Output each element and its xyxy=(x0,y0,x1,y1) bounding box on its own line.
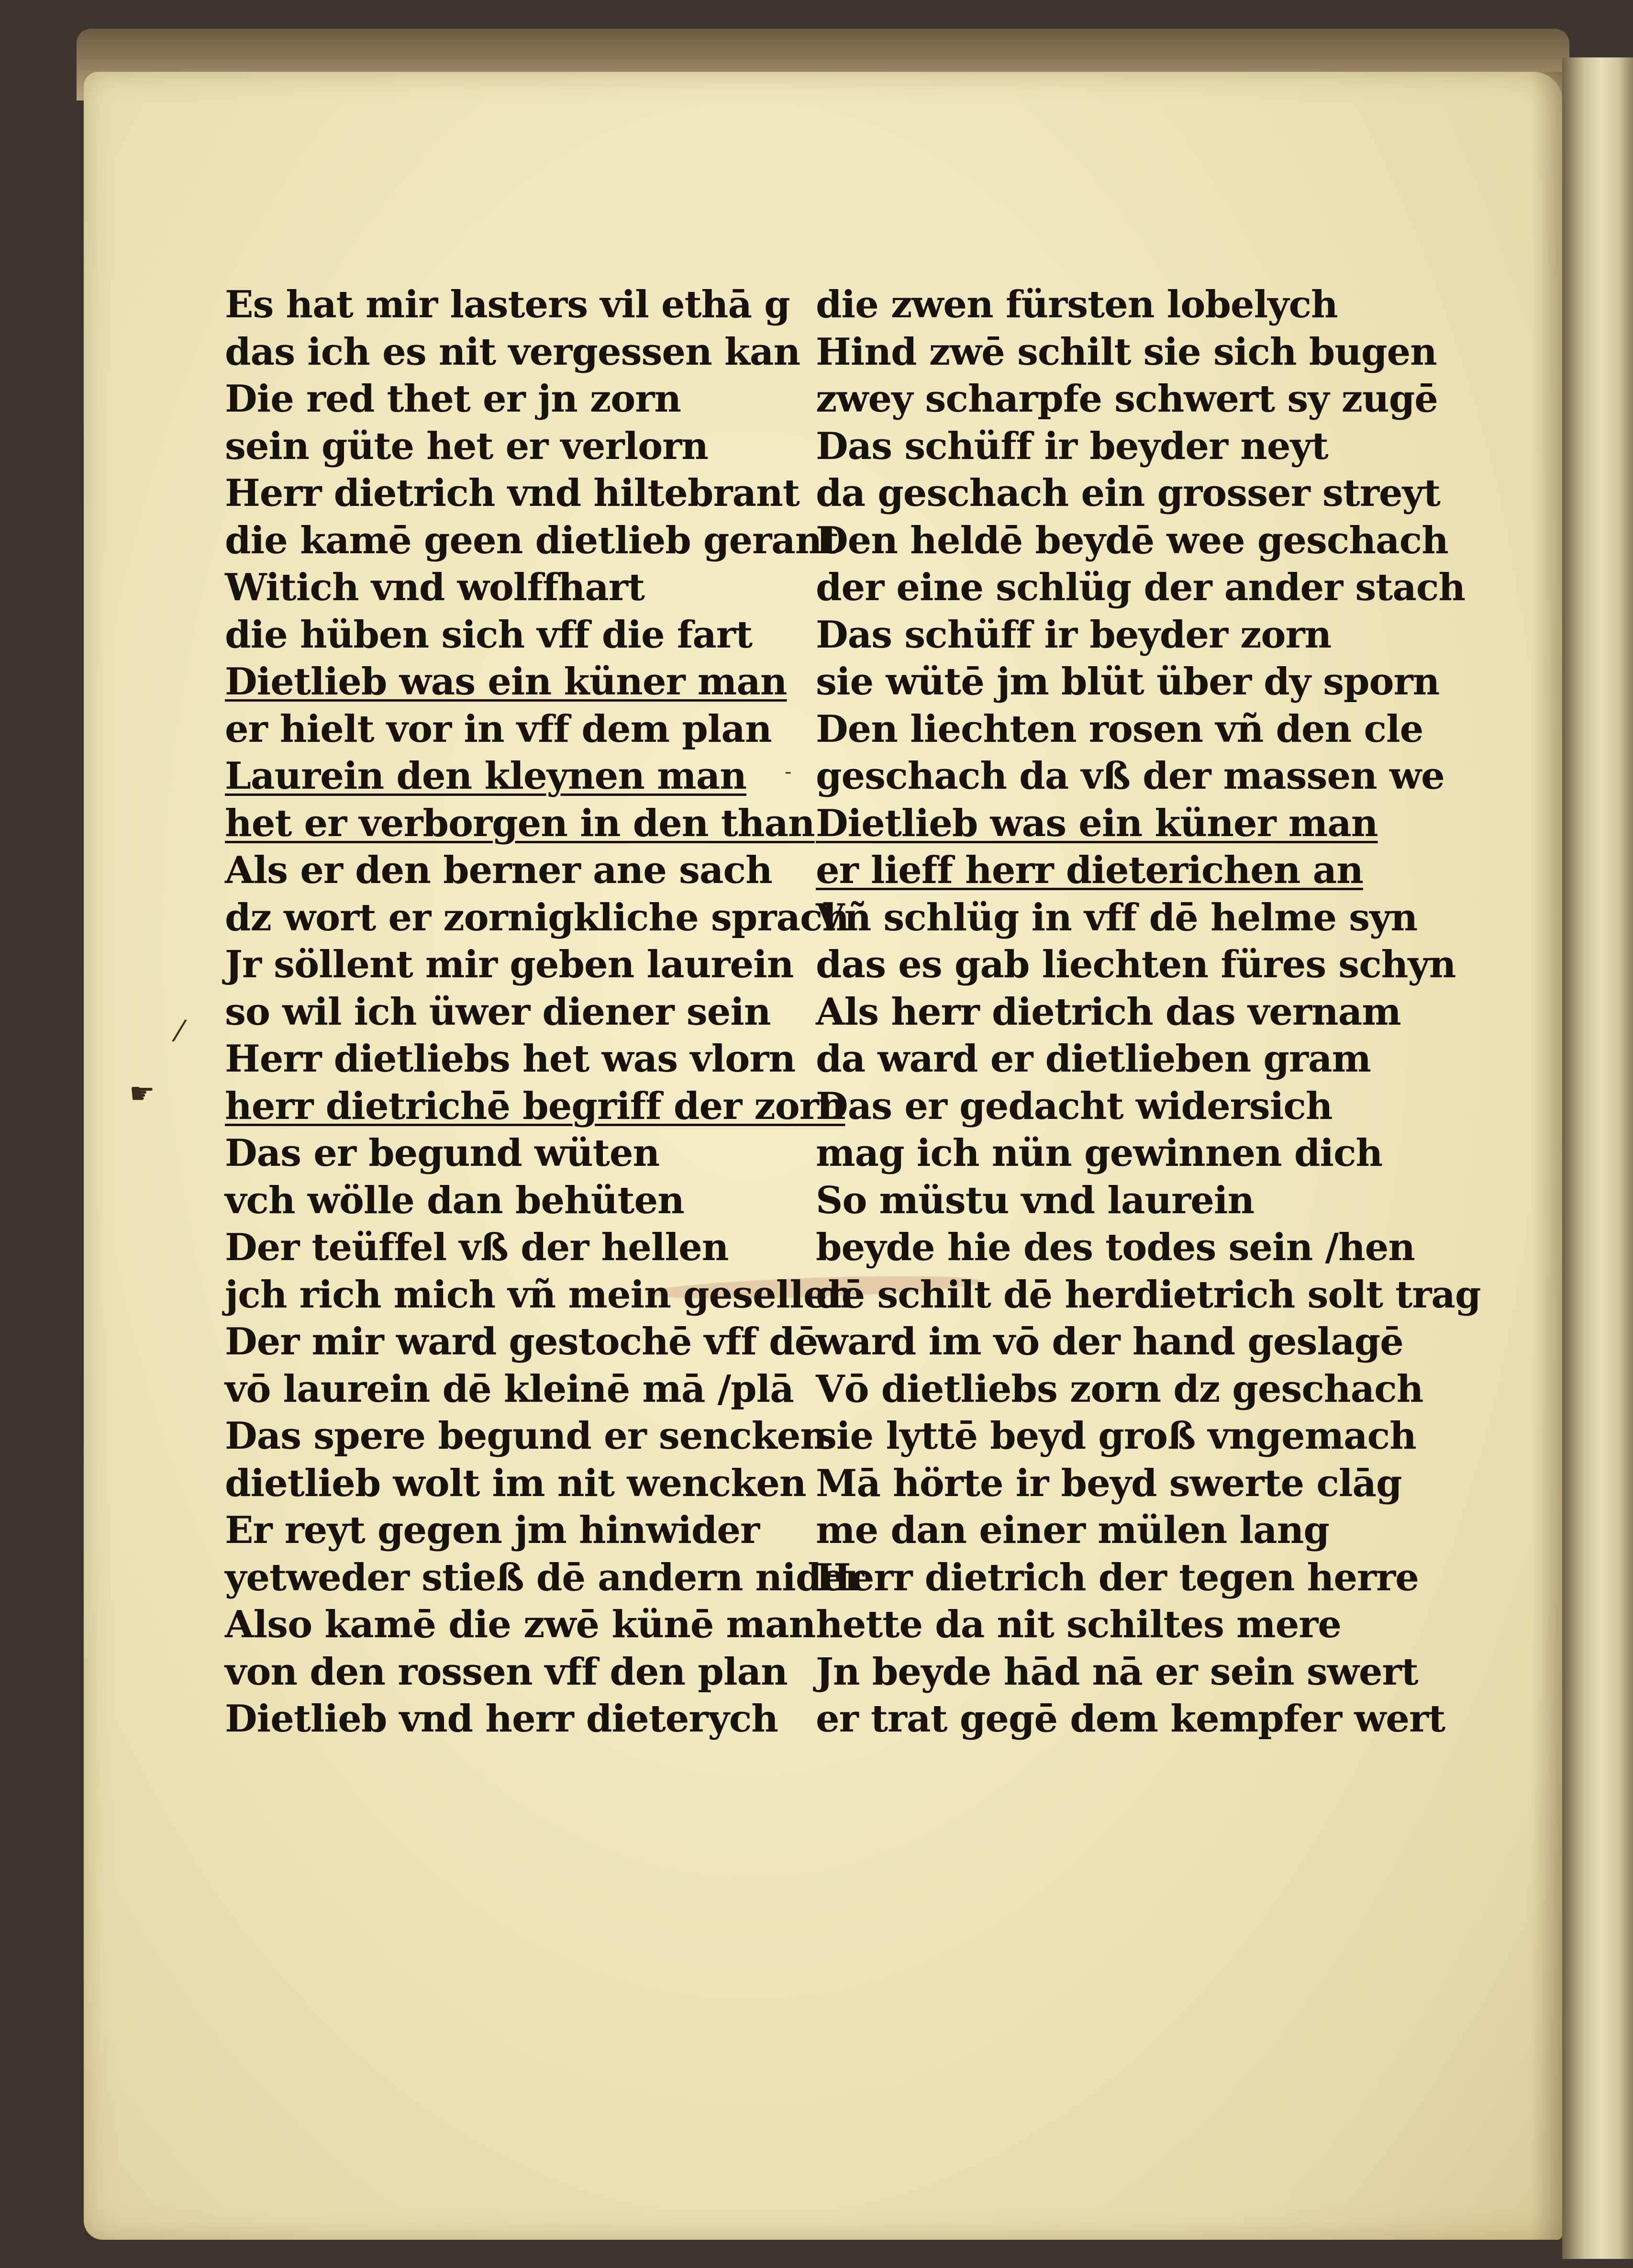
verse-line: Das er begund wüten xyxy=(225,1131,660,1175)
verse-line: das ich es nit vergessen kan xyxy=(225,330,800,374)
verse-line: yetweder stieß dē andern nider xyxy=(225,1555,864,1599)
verse-line: Herr dietrich vnd hiltebrant xyxy=(225,471,800,515)
verse-line: das es gab liechten füres schyn xyxy=(816,943,1456,986)
verse-line: Dietlieb vnd herr dieterych xyxy=(225,1697,778,1741)
verse-line: Der mir ward gestochē vff dē xyxy=(225,1320,818,1363)
verse-line: Das spere begund er sencken xyxy=(225,1414,827,1458)
verse-line: beyde hie des todes sein /hen xyxy=(816,1226,1415,1269)
verse-line: vō laurein dē kleinē mā /plā xyxy=(225,1367,794,1411)
left-text-column xyxy=(225,281,864,1743)
verse-line: die kamē geen dietlieb gerant xyxy=(225,518,839,562)
verse-line: da ward er dietlieben gram xyxy=(816,1037,1371,1081)
verse-line: Jr söllent mir geben laurein xyxy=(225,943,794,986)
verse-line: Witich vnd wolffhart xyxy=(225,566,644,609)
verse-line: Der teüffel vß der hellen xyxy=(225,1226,729,1269)
next-page-edge xyxy=(1562,57,1633,2259)
verse-line: mag ich nün gewinnen dich xyxy=(816,1131,1383,1175)
verse-line: Er reyt gegen jm hinwider xyxy=(225,1508,760,1552)
margin-tick-mark: ⁄ xyxy=(177,1015,182,1048)
verse-line: Jn beyde hād nā er sein swert xyxy=(816,1650,1418,1694)
verse-line: die zwen fürsten lobelych xyxy=(816,283,1338,326)
verse-line-underlined: herr dietrichē begriff der zorn xyxy=(225,1084,845,1128)
verse-line: Als herr dietrich das vernam xyxy=(816,990,1401,1034)
verse-line: sie wütē jm blüt über dy sporn xyxy=(816,660,1440,704)
verse-line: ward im vō der hand geslagē xyxy=(816,1320,1403,1363)
right-text-column xyxy=(816,281,1481,1743)
verse-line: jch rich mich vñ mein gesellen xyxy=(225,1273,854,1317)
verse-line: Die red thet er jn zorn xyxy=(225,377,681,421)
verse-line: Vō dietliebs zorn dz geschach xyxy=(816,1367,1423,1411)
verse-line: Herr dietrich der tegen herre xyxy=(816,1555,1419,1599)
verse-line: vch wölle dan behüten xyxy=(225,1178,684,1222)
verse-line: sie lyttē beyd groß vngemach xyxy=(816,1414,1416,1458)
verse-line: dietlieb wolt im nit wencken xyxy=(225,1461,806,1505)
verse-line-underlined: Laurein den kleynen man xyxy=(225,754,746,798)
verse-line: Das er gedacht widersich xyxy=(816,1084,1333,1128)
verse-line: Hind zwē schilt sie sich bugen xyxy=(816,330,1437,374)
verse-line: Das schüff ir beyder neyt xyxy=(816,424,1328,468)
verse-line: zwey scharpfe schwert sy zugē xyxy=(816,377,1438,421)
verse-line: Den liechten rosen vñ den cle xyxy=(816,707,1423,751)
verse-line: hette da nit schiltes mere xyxy=(816,1603,1341,1646)
verse-line-underlined: Dietlieb was ein küner man xyxy=(225,660,787,704)
margin-pointer-mark: ☛ xyxy=(129,1077,155,1110)
verse-line: Mā hörte ir beyd swerte clāg xyxy=(816,1461,1402,1505)
verse-line: me dan einer mülen lang xyxy=(816,1508,1329,1552)
margin-dash-mark: - xyxy=(785,761,792,783)
verse-line: so wil ich üwer diener sein xyxy=(225,990,771,1034)
verse-line: dē schilt dē herdietrich solt trag xyxy=(816,1273,1481,1317)
verse-line: Es hat mir lasters vil ethā g xyxy=(225,283,790,326)
verse-line: So müstu vnd laurein xyxy=(816,1178,1255,1222)
verse-line: dz wort er zornigkliche sprach xyxy=(225,895,849,939)
verse-line: Herr dietliebs het was vlorn xyxy=(225,1037,796,1081)
verse-line: er hielt vor in vff dem plan xyxy=(225,707,772,751)
verse-line-underlined: het er verborgen in den than xyxy=(225,801,815,845)
verse-line: Vñ schlüg in vff dē helme syn xyxy=(816,895,1418,939)
verse-line: geschach da vß der massen we xyxy=(816,754,1444,798)
gutter-shadow xyxy=(1531,72,1565,2240)
verse-line: die hüben sich vff die fart xyxy=(225,613,753,657)
verse-line: Also kamē die zwē künē man xyxy=(225,1603,816,1646)
verse-line: sein güte het er verlorn xyxy=(225,424,708,468)
verse-line: Den heldē beydē wee geschach xyxy=(816,518,1448,562)
verse-line-underlined: Dietlieb was ein küner man xyxy=(816,801,1378,845)
verse-line: Als er den berner ane sach xyxy=(225,849,772,892)
verse-line: Das schüff ir beyder zorn xyxy=(816,613,1332,657)
verse-line: der eine schlüg der ander stach xyxy=(816,566,1466,609)
verse-line-underlined: er lieff herr dieterichen an xyxy=(816,849,1363,892)
verse-line: er trat gegē dem kempfer wert xyxy=(816,1697,1445,1741)
verse-line: von den rossen vff den plan xyxy=(225,1650,788,1694)
verse-line: da geschach ein grosser streyt xyxy=(816,471,1440,515)
